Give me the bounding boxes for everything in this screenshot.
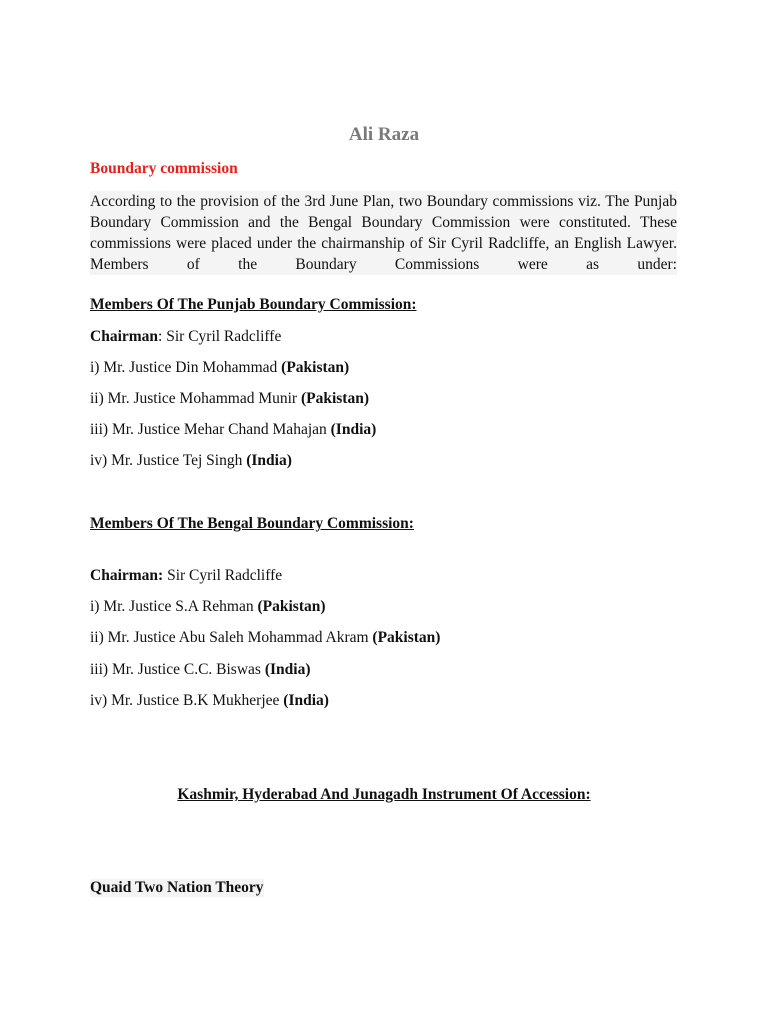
member-name: iv) Mr. Justice B.K Mukherjee xyxy=(90,692,284,709)
member-name: i) Mr. Justice S.A Rehman xyxy=(90,598,258,615)
punjab-member-3 xyxy=(90,421,376,439)
punjab-heading: Members Of The Punjab Boundary Commission: xyxy=(90,296,417,313)
chairman-label: Chairman xyxy=(90,328,159,345)
bengal-member-4 xyxy=(90,692,329,710)
member-country: (Pakistan) xyxy=(300,390,369,407)
bengal-member-3 xyxy=(90,661,310,679)
member-country: (Pakistan) xyxy=(257,598,326,615)
punjab-chairman-line xyxy=(90,328,281,346)
member-country: (India) xyxy=(264,661,311,678)
two-nation-heading: Quaid Two Nation Theory xyxy=(90,879,264,896)
member-country: (Pakistan) xyxy=(372,629,441,646)
member-country: (India) xyxy=(246,452,292,469)
member-country: (Pakistan) xyxy=(281,359,350,376)
member-country: (India) xyxy=(283,692,329,709)
chairman-label: Chairman: xyxy=(90,567,164,584)
member-name: iii) Mr. Justice C.C. Biswas xyxy=(90,661,265,678)
bengal-member-1 xyxy=(90,598,326,616)
member-name: iv) Mr. Justice Tej Singh xyxy=(90,452,247,469)
member-name: i) Mr. Justice Din Mohammad xyxy=(90,359,282,376)
bengal-member-2 xyxy=(90,629,440,647)
intro-paragraph: According to the provision of the 3rd June Plan, two Boundary commissions viz. The Punjab Boundary Commission and the Bengal Boundary Commission were constituted. These commissions were placed under the chairmanship of Sir Cyril Radcliffe, an English Lawyer. Members of the Boundary Commissions were as under: xyxy=(90,193,677,273)
chairman-name: Sir Cyril Radcliffe xyxy=(166,328,282,345)
punjab-member-2 xyxy=(90,390,369,408)
bengal-chairman-line xyxy=(90,567,282,585)
member-name: ii) Mr. Justice Mohammad Munir xyxy=(90,390,301,407)
accession-heading: Kashmir, Hyderabad And Junagadh Instrument Of Accession: xyxy=(177,786,591,803)
member-name: ii) Mr. Justice Abu Saleh Mohammad Akram xyxy=(90,629,373,646)
chairman-separator: : xyxy=(158,328,167,345)
section-title: Boundary commission xyxy=(90,160,238,177)
member-name: iii) Mr. Justice Mehar Chand Mahajan xyxy=(90,421,331,438)
punjab-member-1 xyxy=(90,359,349,377)
bengal-heading: Members Of The Bengal Boundary Commission: xyxy=(90,515,414,532)
author-name: Ali Raza xyxy=(348,124,420,145)
member-country: (India) xyxy=(330,421,377,438)
punjab-member-4 xyxy=(90,452,292,470)
chairman-name: Sir Cyril Radcliffe xyxy=(167,567,283,584)
